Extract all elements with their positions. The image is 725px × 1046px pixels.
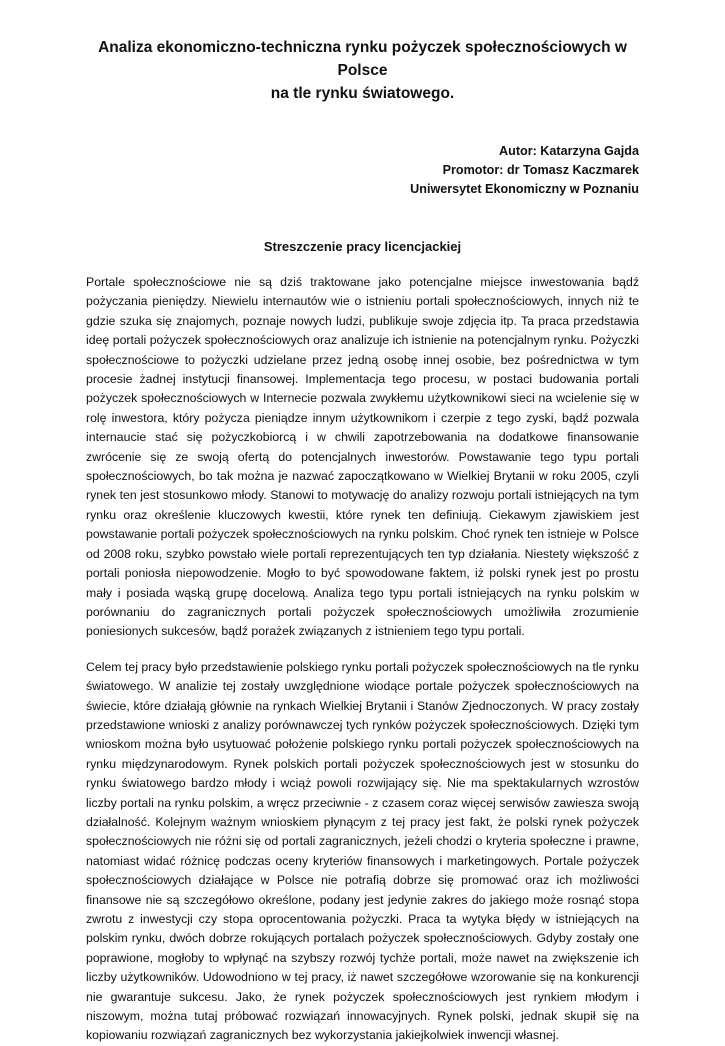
abstract-paragraph-2: Celem tej pracy było przedstawienie polskiego rynku portali pożyczek społecznościowych na tle rynku światowego. W analizie tej zostały uwzględnione wiodące portale pożyczek społecznościowych na świecie, które działają głównie na rynkach Wielkiej Brytanii i Stanów Zjednoczonych. W pracy zostały przedstawione wnioski z analizy porównawczej tych rynków pożyczek społecznościowych. Dzięki tym wnioskom można było usytuować położenie polskiego rynku portali pożyczek społecznościowych na rynku międzynarodowym. Rynek polskich portali pożyczek społecznościowych jest w stosunku do rynku światowego bardzo młody i wciąż powoli rozwijający się. Nie ma spektakularnych wzrostów liczby portali na rynku polskim, a wręcz przeciwnie - z czasem coraz więcej serwisów zawiesza swoją działalność. Kolejnym ważnym wnioskiem płynącym z tej pracy jest fakt, że polski rynek pożyczek społecznościowych nie różni się od portali zagranicznych, jeżeli chodzi o kryteria społeczne i prawne, natomiast widać różnicę podczas oceny kryteriów finansowych i marketingowych. Portale pożyczek społecznościowych działające w Polsce nie potrafią dobrze się promować oraz ich możliwości finansowe nie są szczegółowo określone, podany jest jedynie zakres do jakiego może rosnąć stopa zwrotu z inwestycji czy stopa oprocentowania pożyczki. Praca ta wytyka błędy w istniejących na polskim rynku, dwóch dobrze rokujących portalach pożyczek społecznościowych. Gdyby zostały one poprawione, mogłoby to wpłynąć na szybszy rozwój tychże portali, może nawet na zwiększenie ich liczby użytkowników. Udowodniono w tej pracy, iż nawet szczegółowe wzorowanie się na konkurencji nie gwarantuje sukcesu. Jako, że rynek pożyczek społecznościowych jest rynkiem młodym i niszowym, można tutaj próbować rozwiązań innowacyjnych. Rynek polski, jednak skupił się na kopiowaniu rozwiązań zagranicznych bez wykorzystania jakiejkolwiek inwencji własnej. [86, 659, 639, 1043]
document-title [86, 36, 639, 105]
promoter-line: Promotor: dr Tomasz Kaczmarek [442, 163, 639, 177]
author-block [86, 142, 639, 199]
university-line: Uniwersytet Ekonomiczny w Poznaniu [410, 182, 639, 196]
document-title-line-1: Analiza ekonomiczno-techniczna rynku pożyczek społecznościowych w Polsce [98, 39, 627, 79]
abstract-paragraph-1: Portale społecznościowe nie są dziś traktowane jako potencjalne miejsce inwestowania bądź pożyczania pieniędzy. Niewielu internautów wie o istnieniu portali społecznościowych, innych niż te gdzie szuka się znajomych, poznaje nowych ludzi, publikuje swoje zdjęcia itp. Ta praca przedstawia ideę portali pożyczek społecznościowych oraz analizuje ich istnienie na potencjalnym rynku. Pożyczki społecznościowe to pożyczki udzielane przez jedną osobę innej osobie, bez pośrednictwa w tym procesie żadnej instytucji finansowej. Implementacja tego procesu, w postaci budowania portali pożyczek społecznościowych w Internecie pozwala zwykłemu użytkownikowi sieci na wcielenie się w rolę inwestora, który pożycza pieniądze innym użytkownikom i czerpie z tego zyski, bądź pozwala internaucie stać się pożyczkobiorcą i w chwili zapotrzebowania na dodatkowe finansowanie zwrócenie się ze swoją ofertą do potencjalnych inwestorów. Powstawanie tego typu portali społecznościowych, bo tak można je nazwać zapoczątkowano w Wielkiej Brytanii w roku 2005, czyli rynek ten jest stosunkowo młody. Stanowi to motywację do analizy rozwoju portali istniejących na tym rynku oraz określenie kluczowych kwestii, które rynek ten definiują. Ciekawym zjawiskiem jest powstawanie portali pożyczek społecznościowych na rynku polskim. Choć rynek ten istnieje w Polsce od 2008 roku, szybko powstało wiele portali reprezentujących ten typ działania. Niestety większość z portali poniosła niepowodzenie. Mogło to być spowodowane faktem, iż polski rynek jest po prostu mały i posiada wąską grupę docelową. Analiza tego typu portali istniejących na rynku polskim w porównaniu do zagranicznych portali pożyczek społecznościowych umożliwiła zrozumienie poniesionych sukcesów, bądź porażek związanych z istnieniem tego typu portali. [86, 275, 639, 639]
section-heading: Streszczenie pracy licencjackiej [263, 239, 462, 254]
document-title-line-2: na tle rynku światowego. [270, 85, 455, 102]
author-line: Autor: Katarzyna Gajda [499, 144, 639, 158]
